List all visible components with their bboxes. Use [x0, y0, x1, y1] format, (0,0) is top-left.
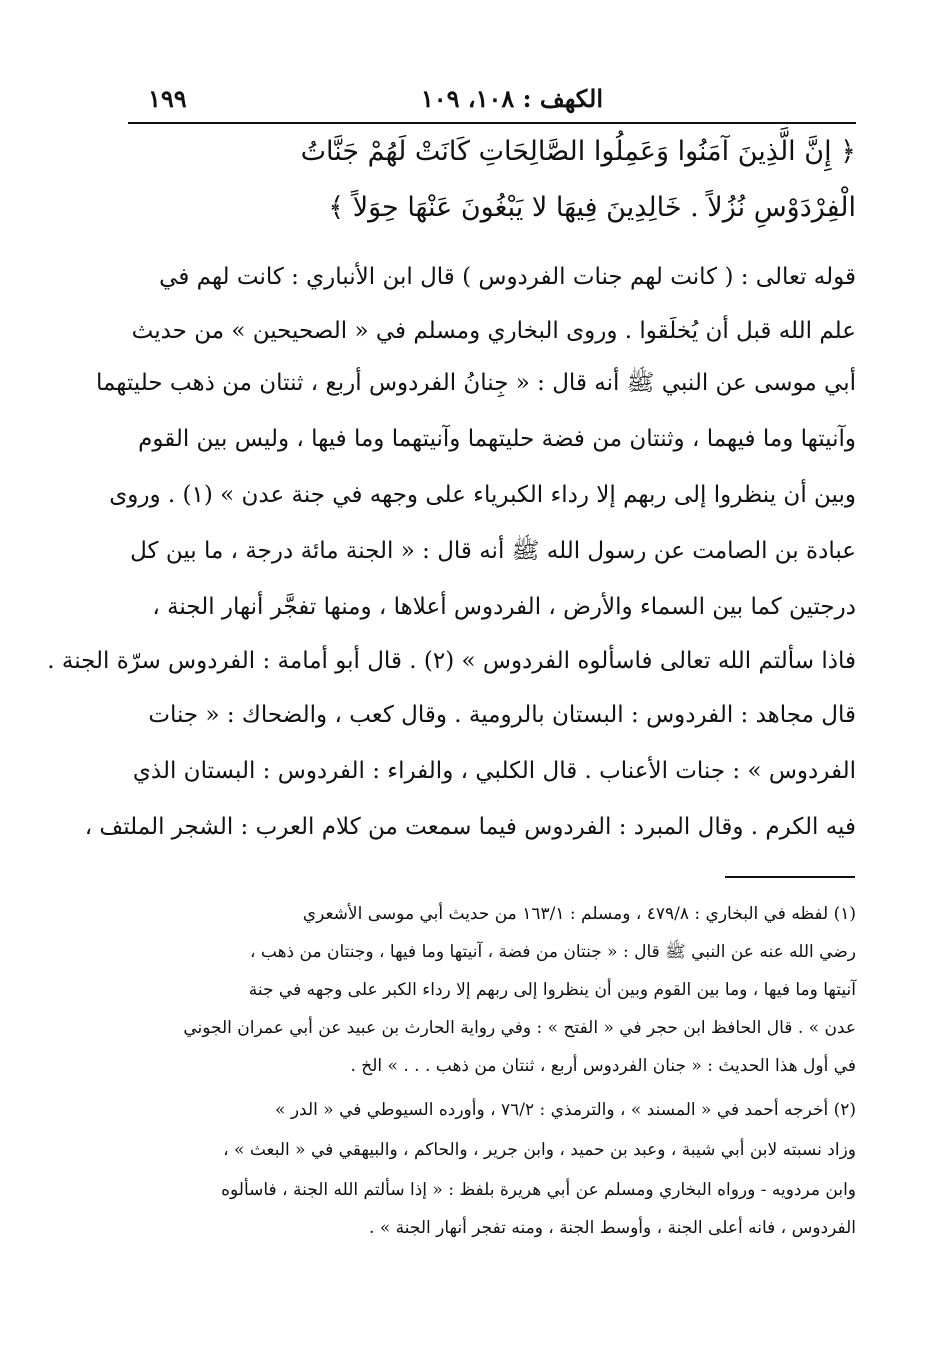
footnote-line-4: عدن » . قال الحافظ ابن حجر في « الفتح » : وفي رواية الحارث بن عبيد عن أبي عمران الجوني	[183, 1018, 856, 1038]
body-line-8: فاذا سألتم الله تعالى فاسألوه الفردوس » (٢) . قال أبو أمامة : الفردوس سرّة الجنة .	[47, 648, 856, 674]
body-line-5: وبين أن ينظروا إلى ربهم إلا رداء الكبرياء على وجهه في جنة عدن » (١) . وروى	[109, 482, 856, 508]
quran-verse-line-2: الْفِرْدَوْسِ نُزُلاً . خَالِدِينَ فِيهَا لا يَبْغُونَ عَنْهَا حِوَلاً ﴾	[328, 192, 856, 223]
footnote-line-6: (٢) أخرجه أحمد في « المسند » ، والترمذي : ٧٦/٢ ، وأورده السيوطي في « الدر »	[275, 1100, 856, 1120]
body-line-10: الفردوس » : جنات الأعناب . قال الكلبي ، والفراء : الفردوس : البستان الذي	[132, 758, 856, 784]
body-line-9: قال مجاهد : الفردوس : البستان بالرومية . وقال كعب ، والضحاك : « جنات	[148, 702, 856, 728]
body-line-2: علم الله قبل أن يُخلَقوا . وروى البخاري ومسلم في « الصحيحين » من حديث	[131, 318, 856, 344]
footnote-line-8: وابن مردويه - ورواه البخاري ومسلم عن أبي هريرة بلفظ : « إذا سألتم الله الجنة ، فاسألوه	[221, 1180, 856, 1200]
footnote-line-7: وزاد نسبته لابن أبي شيبة ، وعبد بن حميد ، وابن جرير ، والحاكم ، والبيهقي في « البعث » ،	[223, 1140, 856, 1160]
footnote-line-5: في أول هذا الحديث : « جنان الفردوس أربع ، ثنتان من ذهب . . . » الخ .	[350, 1056, 856, 1076]
page-header	[128, 84, 853, 120]
body-line-4: وآنيتها وما فيهما ، وثنتان من فضة حليتهما وآنيتهما وما فيها ، وليس بين القوم	[138, 426, 856, 452]
footnote-rule	[725, 876, 855, 878]
body-line-1: قوله تعالى : ( كانت لهم جنات الفردوس ) قال ابن الأنباري : كانت لهم في	[159, 264, 856, 290]
footnote-line-2: رضي الله عنه عن النبي ﷺ قال : « جنتان من فضة ، آنيتها وما فيها ، وجنتان من ذهب ،	[250, 942, 856, 962]
footnote-line-9: الفردوس ، فانه أعلى الجنة ، وأوسط الجنة ، ومنه تفجر أنهار الجنة » .	[369, 1218, 856, 1238]
body-line-11: فيه الكرم . وقال المبرد : الفردوس فيما سمعت من كلام العرب : الشجر الملتف ،	[84, 814, 856, 840]
footnote-line-3: آنيتها وما فيها ، وما بين القوم وبين أن ينظروا إلى ربهم إلا رداء الكبر على وجهه في جنة	[248, 980, 856, 1000]
page-number: ١٩٩	[148, 84, 187, 113]
running-title: الكهف : ١٠٨، ١٠٩	[420, 84, 603, 113]
footnote-line-1: (١) لفظه في البخاري : ٤٧٩/٨ ، ومسلم : ١٦٣/١ من حديث أبي موسى الأشعري	[302, 904, 856, 924]
quran-verse-line-1: ﴿ إِنَّ الَّذِينَ آمَنُوا وَعَمِلُوا الصَّالِحَاتِ كَانَتْ لَهُمْ جَنَّاتُ	[300, 136, 856, 167]
body-line-3: أبي موسى عن النبي ﷺ أنه قال : « جِنانُ الفردوس أربع ، ثنتان من ذهب حليتهما	[95, 370, 856, 396]
body-line-6: عبادة بن الصامت عن رسول الله ﷺ أنه قال : « الجنة مائة درجة ، ما بين كل	[130, 538, 856, 564]
header-rule	[128, 122, 856, 124]
body-line-7: درجتين كما بين السماء والأرض ، الفردوس أعلاها ، ومنها تفجَّر أنهار الجنة ،	[152, 594, 856, 620]
